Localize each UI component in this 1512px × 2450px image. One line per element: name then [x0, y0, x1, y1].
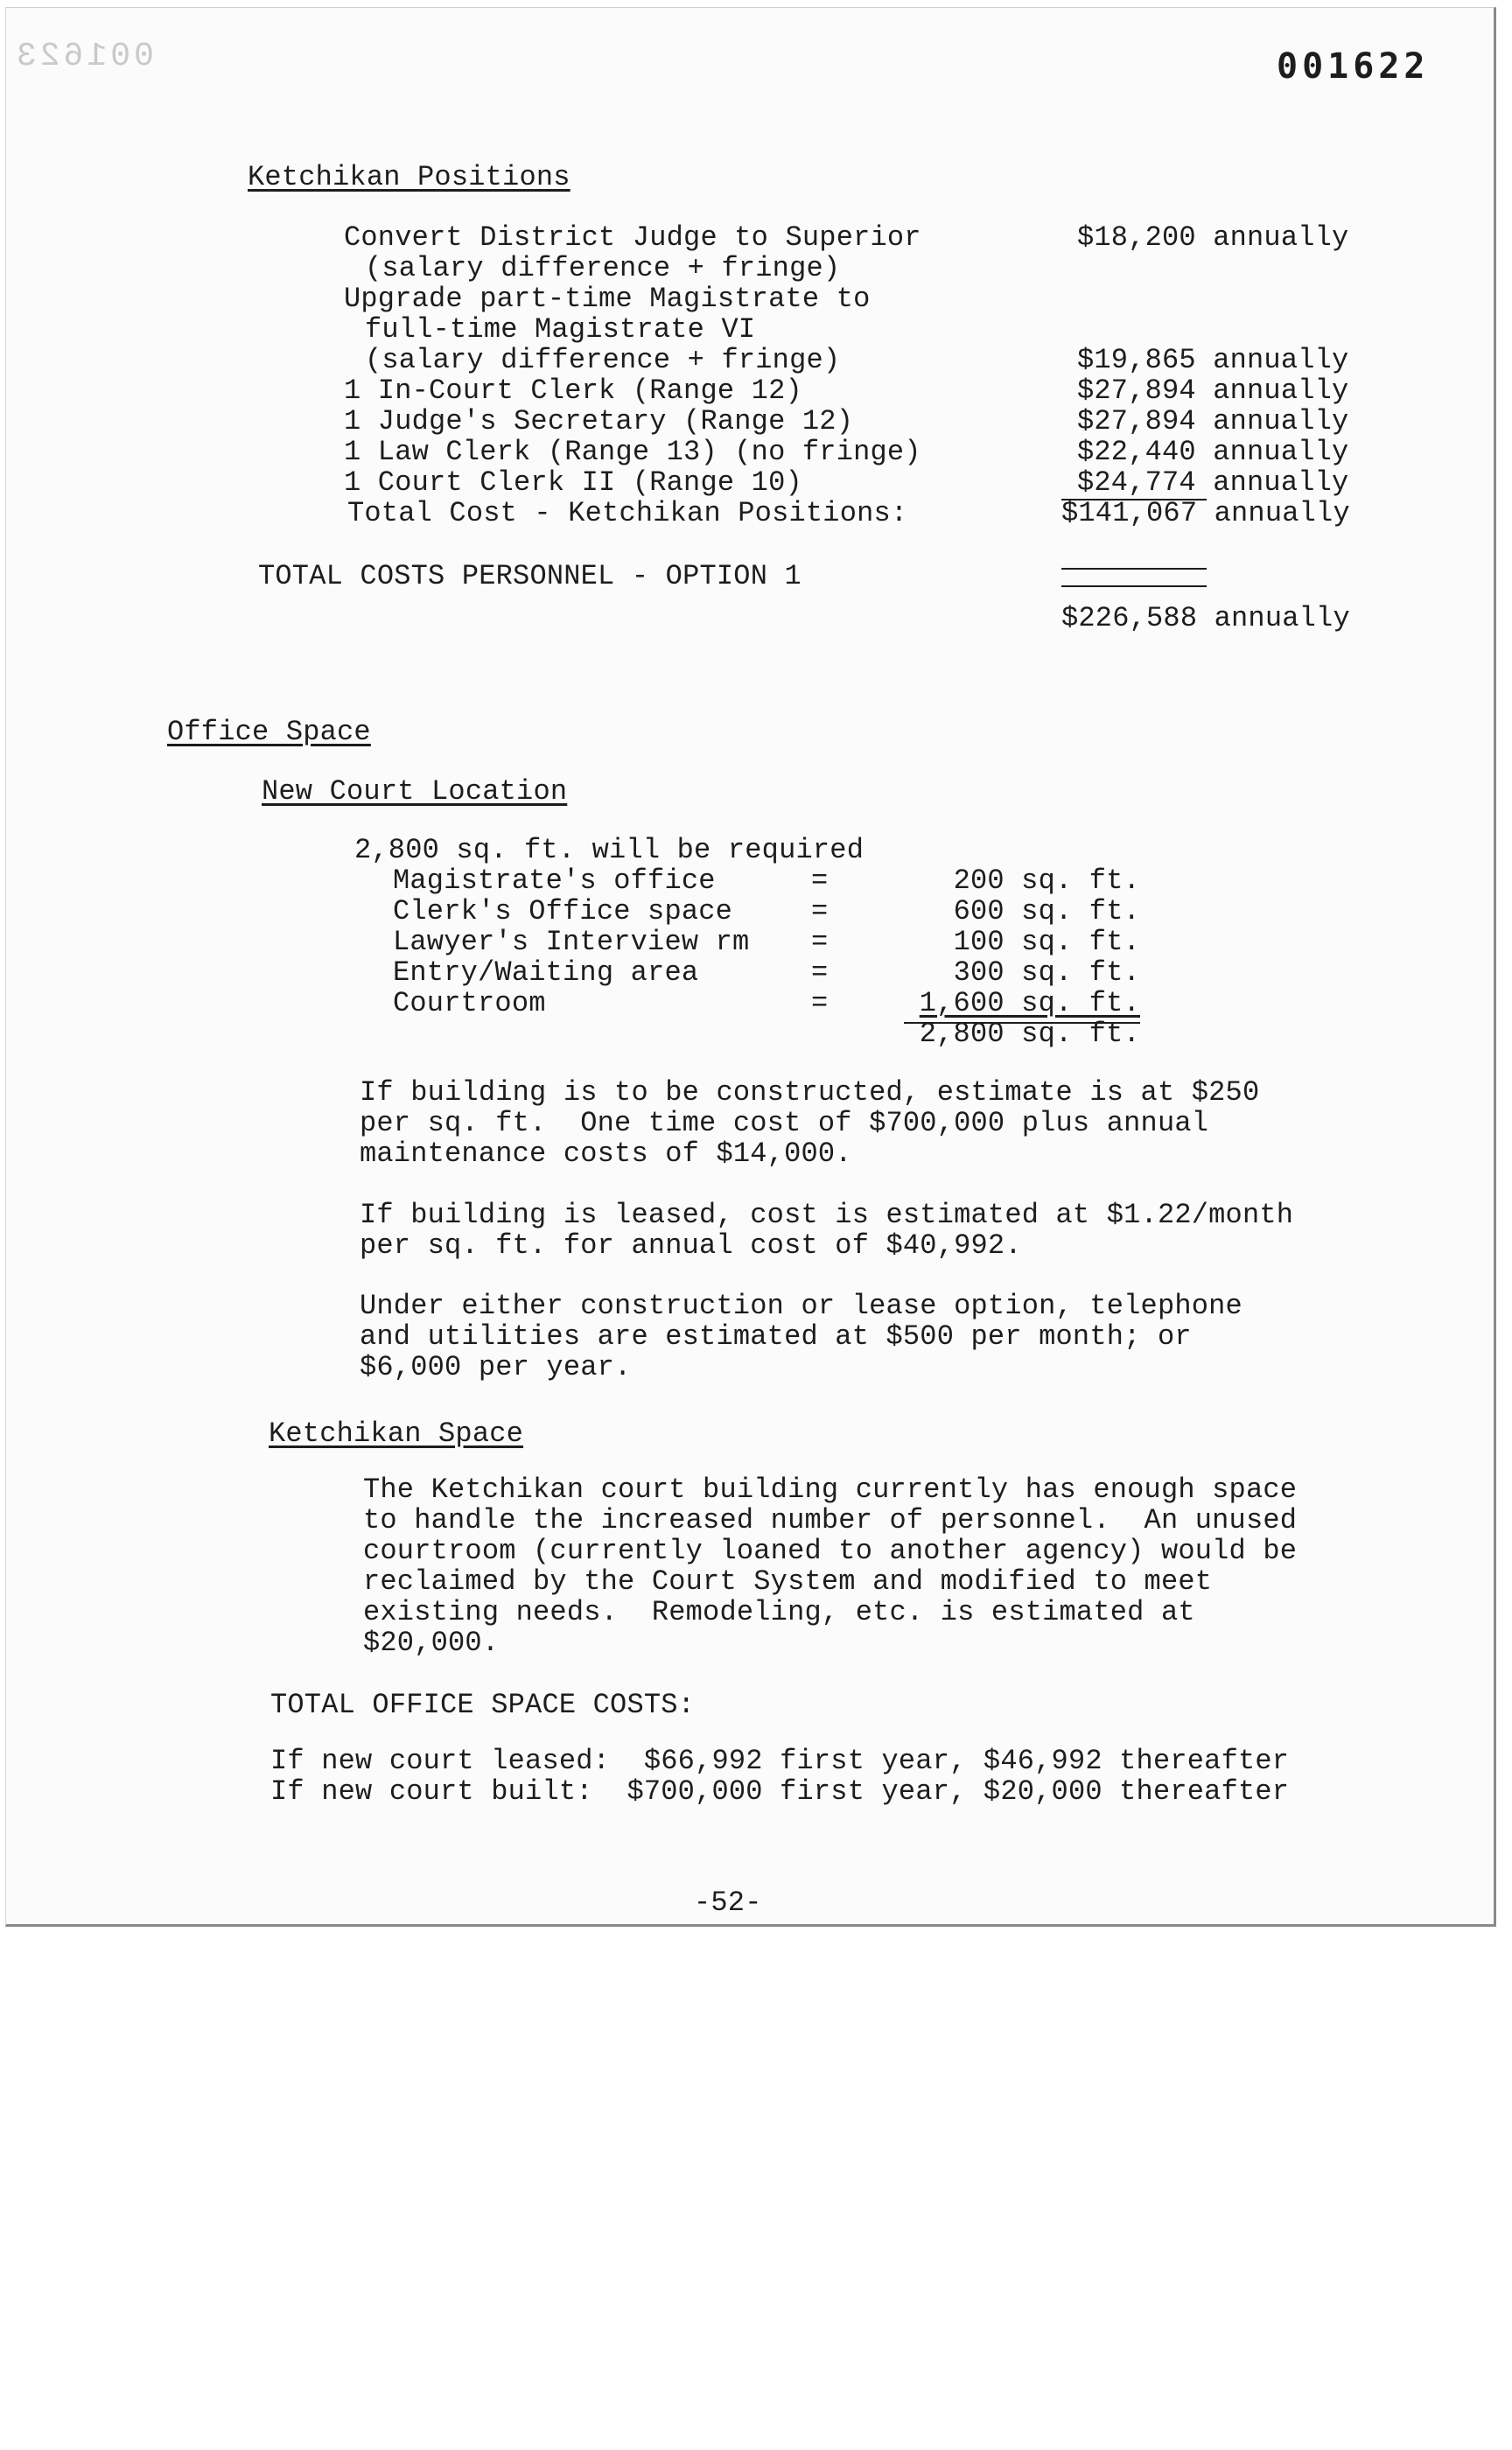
new-court-heading: New Court Location [262, 775, 568, 808]
document-stamp: 001622 [1277, 46, 1430, 87]
utilities-para-line: and utilities are estimated at $500 per month; or [360, 1320, 1192, 1353]
positions-heading: Ketchikan Positions [248, 161, 570, 193]
position-total-amount: $141,067 annually [1061, 497, 1350, 529]
utilities-para-line: Under either construction or lease option, telephone [360, 1290, 1242, 1322]
area-total: 2,800 sq. ft. [919, 1018, 1140, 1050]
position-item: full-time Magistrate VI [365, 313, 756, 346]
area-equals: = [811, 956, 829, 989]
ketchikan-para-line: $20,000. [363, 1627, 500, 1659]
personnel-total-label: TOTAL COSTS PERSONNEL - OPTION 1 [258, 560, 802, 592]
space-required: 2,800 sq. ft. will be required [354, 834, 864, 866]
position-amount: $22,440 annually [1077, 436, 1349, 468]
area-size: 100 sq. ft. [953, 926, 1140, 958]
ghost-stamp: 001623 [13, 38, 154, 75]
total-rule-top [1061, 568, 1207, 570]
document-page [5, 7, 1496, 1927]
area-name: Lawyer's Interview rm [393, 926, 750, 958]
ketchikan-para-line: to handle the increased number of personnel. An unused [363, 1504, 1298, 1536]
construction-para-line: per sq. ft. One time cost of $700,000 plus annual [360, 1107, 1209, 1139]
area-size: 300 sq. ft. [953, 956, 1140, 989]
position-item: 1 Law Clerk (Range 13) (no fringe) [344, 436, 921, 468]
area-name: Magistrate's office [393, 864, 716, 897]
position-item: (salary difference + fringe) [365, 344, 841, 376]
position-amount: $19,865 annually [1077, 344, 1349, 376]
position-item: (salary difference + fringe) [365, 252, 841, 284]
area-equals: = [811, 864, 829, 897]
ketchikan-space-heading: Ketchikan Space [269, 1418, 524, 1450]
area-name: Clerk's Office space [393, 895, 733, 928]
office-space-heading: Office Space [167, 716, 371, 748]
personnel-total-amount: $226,588 annually [1061, 602, 1350, 634]
position-total-label: Total Cost - Ketchikan Positions: [347, 497, 908, 529]
area-size: 200 sq. ft. [953, 864, 1140, 897]
area-size: 1,600 sq. ft. [919, 987, 1140, 1019]
lease-para-line: per sq. ft. for annual cost of $40,992. [360, 1229, 1022, 1262]
office-total-leased: If new court leased: $66,992 first year, $46,992 thereafter [270, 1745, 1290, 1777]
position-amount: $24,774 annually [1077, 466, 1349, 499]
ketchikan-para-line: existing needs. Remodeling, etc. is estimated at [363, 1596, 1195, 1628]
total-rule-bottom [1061, 585, 1207, 587]
area-name: Entry/Waiting area [393, 956, 699, 989]
position-item: 1 Court Clerk II (Range 10) [344, 466, 802, 499]
position-item: 1 In-Court Clerk (Range 12) [344, 374, 802, 407]
ketchikan-para-line: reclaimed by the Court System and modified to meet [363, 1565, 1213, 1598]
area-size: 600 sq. ft. [953, 895, 1140, 928]
page-number: -52- [694, 1886, 762, 1919]
ketchikan-para-line: courtroom (currently loaned to another agency) would be [363, 1535, 1298, 1567]
area-equals: = [811, 926, 829, 958]
position-amount: $27,894 annually [1077, 374, 1349, 407]
position-item: Convert District Judge to Superior [344, 221, 921, 254]
utilities-para-line: $6,000 per year. [360, 1351, 632, 1383]
area-equals: = [811, 895, 829, 928]
construction-para-line: If building is to be constructed, estimate is at $250 [360, 1076, 1260, 1109]
construction-para-line: maintenance costs of $14,000. [360, 1138, 852, 1170]
area-equals: = [811, 987, 829, 1019]
office-total-built: If new court built: $700,000 first year, $20,000 thereafter [270, 1775, 1290, 1808]
office-total-heading: TOTAL OFFICE SPACE COSTS: [270, 1689, 696, 1721]
area-name: Courtroom [393, 987, 546, 1019]
position-item: Upgrade part-time Magistrate to [344, 283, 871, 315]
position-item: 1 Judge's Secretary (Range 12) [344, 405, 854, 438]
lease-para-line: If building is leased, cost is estimated at $1.22/month [360, 1199, 1294, 1231]
ketchikan-para-line: The Ketchikan court building currently has enough space [363, 1474, 1298, 1506]
position-amount: $18,200 annually [1077, 221, 1349, 254]
position-amount: $27,894 annually [1077, 405, 1349, 438]
